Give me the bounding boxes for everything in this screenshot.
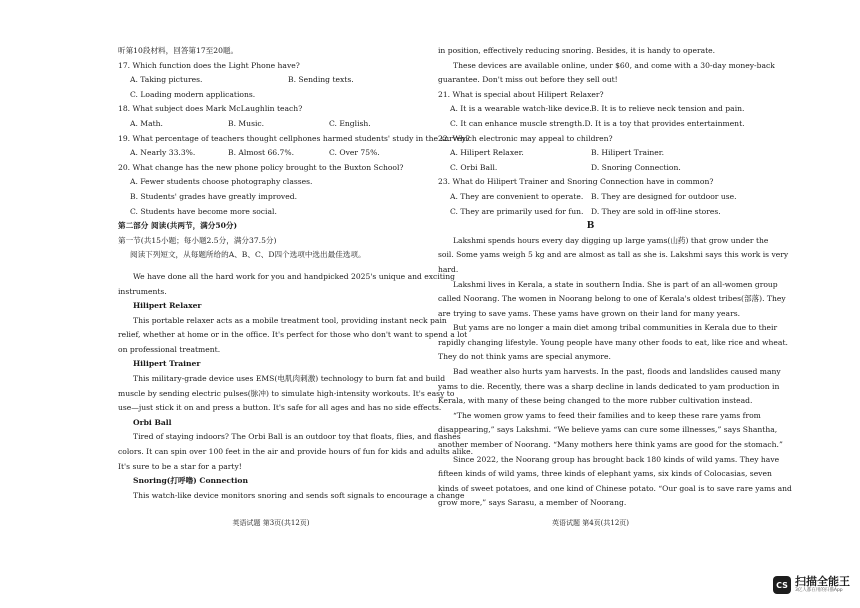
option-d: D. They are sold in off-line stores.: [591, 206, 721, 216]
option-a: A. Hilipert Relaxer.: [450, 148, 524, 158]
page-footer-right: 英语试题 第4页(共12页): [551, 519, 630, 527]
option-b: B. Hilipert Trainer.: [591, 148, 665, 158]
trainer-text-end: use—just stick it on and press a button. It's safe for all ages and has no side effects.: [118, 403, 442, 413]
trainer-text-cont: muscle by sending electric pulses(脉冲) to simulate high-intensity workouts. It's easy to: [118, 388, 455, 398]
passage-b-p1-cont: soil. Some yams weigh 5 kg and are almost as tall as she is. Lakshmi says this work is very: [438, 250, 789, 260]
watermark-text: [795, 576, 850, 594]
option-c: C. Orbi Ball.: [450, 162, 498, 172]
passage-b-p4-end: Kerala, with many of these being changed to the more rubber cultivation instead.: [438, 396, 753, 406]
camscanner-watermark: [773, 576, 850, 594]
passage-b-p2-cont: called Noorang. The women in Noorang belong to one of Kerala's oldest tribes(部落). They: [438, 294, 786, 304]
relaxer-text-end: on professional treatment.: [118, 344, 221, 354]
option-a: A. It is a wearable watch-like device.: [450, 104, 592, 114]
relaxer-text: This portable relaxer acts as a mobile treatment tool, providing instant neck pain: [133, 315, 447, 325]
option-c: C. Over 75%.: [329, 148, 380, 158]
page-footer-left: 英语试题 第3页(共12页): [232, 519, 310, 527]
question-23-options-ab: [438, 190, 743, 205]
question-23-options-cd: [438, 205, 743, 220]
passage-b-p3-end: They do not think yams are special anymore.: [438, 352, 611, 362]
part-two-heading: 第二部分 阅读(共两节，满分50分): [118, 221, 238, 231]
question-17: 17. Which function does the Light Phone have?: [118, 60, 300, 70]
question-17-options: [118, 73, 424, 88]
heading-hilipert-trainer: Hilipert Trainer: [133, 359, 201, 369]
passage-b-p4-cont: yams to die. Recently, there was a sharp decline in lands dedicated to yam production in: [438, 381, 780, 391]
passage-b-p5: “The women grow yams to feed their families and to keep these rare yams from: [453, 410, 761, 420]
trainer-text: This military-grade device uses EMS(电肌肉刺激) technology to burn fat and build: [133, 374, 446, 384]
heading-hilipert-relaxer: Hilipert Relaxer: [133, 301, 202, 311]
heading-orbi-ball: Orbi Ball: [133, 417, 172, 427]
camscanner-logo-icon: CS: [773, 576, 791, 594]
snoring-text: This watch-like device monitors snoring and sends soft signals to encourage a change: [133, 490, 465, 500]
watermark-subtitle: 3亿人都在用的扫描App: [795, 588, 843, 593]
question-22-options-ab: [438, 146, 743, 161]
option-b: B. Sending texts.: [288, 75, 354, 85]
passage-a-intro-cont: instruments.: [118, 286, 167, 296]
option-c: C. English.: [329, 118, 371, 128]
option-d: D. Snoring Connection.: [591, 162, 681, 172]
option-b: B. They are designed for outdoor use.: [591, 191, 737, 201]
option-a: A. Math.: [130, 118, 163, 128]
question-20: 20. What change has the new phone policy brought to the Buxton School?: [118, 162, 404, 172]
orbi-text: Tired of staying indoors? The Orbi Ball is an outdoor toy that floats, flies, and flashes: [133, 432, 461, 442]
passage-b-p3-cont: rapidly changing lifestyle. Young people have many other foods to eat, like rice and wheat.: [438, 337, 788, 347]
passage-b-p5-end: another member of Noorang. “Many mothers here think yams are good for the stomach.”: [438, 440, 783, 450]
question-21: 21. What is special about Hilipert Relaxer?: [438, 89, 604, 99]
question-22: 22. Which electronic may appeal to children?: [438, 133, 613, 143]
option-c: C. Loading modern applications.: [130, 89, 256, 99]
reading-instructions: 阅读下列短文，从每题所给的A、B、C、D四个选项中选出最佳选项。: [130, 250, 366, 260]
question-22-options-cd: [438, 161, 743, 176]
option-c: C. Students have become more social.: [130, 206, 277, 216]
option-c: C. They are primarily used for fun.: [450, 206, 584, 216]
section-b-heading: B: [586, 221, 595, 232]
passage-b-p6-cont2: kinds of sweet potatoes, and one kind of Chinese potato. “Our goal is to save rare yams and: [438, 483, 792, 493]
option-a: A. Nearly 33.3%.: [130, 148, 196, 158]
passage-b-p1: Lakshmi spends hours every day digging up large yams(山药) that grow under the: [453, 235, 769, 245]
passage-b-p6-cont: fifteen kinds of wild yams, three kinds of elephant yams, six kinds of Colocasias, seven: [438, 469, 772, 479]
question-18-options: [118, 117, 424, 132]
option-c: C. It can enhance muscle strength.: [450, 118, 585, 128]
question-21-options-cd: [438, 117, 743, 132]
passage-b-p5-cont: disappearing,” says Lakshmi. “We believe yams can cure some illnesses,” says Shantha,: [438, 425, 778, 435]
right-column: [438, 44, 792, 511]
question-19-options: [118, 146, 424, 161]
option-a: A. Taking pictures.: [130, 75, 203, 85]
passage-b-p4: Bad weather also hurts yam harvests. In the past, floods and landslides caused many: [453, 367, 781, 377]
watermark-brand: 扫描全能王: [795, 575, 850, 588]
availability-text-end: guarantee. Don't miss out before they sell out!: [438, 75, 618, 85]
heading-snoring-connection: Snoring(打呼噜) Connection: [133, 476, 248, 486]
passage-b-p6-end: grow more,” says Sarasu, a member of Noorang.: [438, 498, 627, 508]
passage-a-intro: We have done all the hard work for you and handpicked 2025's unique and exciting: [133, 271, 455, 281]
option-b: B. Students' grades have greatly improved.: [130, 191, 297, 201]
option-b: B. Almost 66.7%.: [228, 148, 294, 158]
question-18: 18. What subject does Mark McLaughlin teach?: [118, 104, 303, 114]
option-b: B. Music.: [228, 118, 265, 128]
passage-b-p6: Since 2022, the Noorang group has brought back 180 kinds of wild yams. They have: [453, 454, 780, 464]
question-23: 23. What do Hilipert Trainer and Snoring Connection have in common?: [438, 177, 714, 187]
passage-b-p2: Lakshmi lives in Kerala, a state in southern India. She is part of an all-women group: [453, 279, 778, 289]
passage-b-p1-end: hard.: [438, 264, 459, 274]
question-21-options-ab: [438, 102, 743, 117]
option-b: B. It is to relieve neck tension and pain.: [591, 104, 745, 114]
passage-b-p2-end: are trying to save yams. These yams have grown on their land for many years.: [438, 308, 741, 318]
snoring-text-end: in position, effectively reducing snoring. Besides, it is handy to operate.: [438, 46, 716, 55]
option-d: D. It is a toy that provides entertainment.: [584, 118, 745, 128]
option-a: A. Fewer students choose photography classes.: [130, 177, 313, 187]
passage-b-p3: But yams are no longer a main diet among tribal communities in Kerala due to their: [453, 323, 778, 333]
relaxer-text-cont: relief, whether at home or in the office. It's perfect for those who don't want to spend a lot: [118, 330, 468, 340]
orbi-text-cont: colors. It can spin over 100 feet in the air and provide hours of fun for kids and adults alike.: [118, 447, 474, 457]
availability-text: These devices are available online, under $60, and come with a 30-day money-back: [453, 60, 775, 70]
option-a: A. They are convenient to operate.: [450, 191, 584, 201]
question-19: 19. What percentage of teachers thought cellphones harmed students' study in the survey?: [118, 133, 470, 143]
orbi-text-end: It's sure to be a star for a party!: [118, 461, 242, 471]
listening-intro: 听第10段材料，回答第17至20题。: [118, 46, 239, 55]
section-one-heading: 第一节(共15小题；每小题2.5分，满分37.5分): [118, 235, 277, 245]
